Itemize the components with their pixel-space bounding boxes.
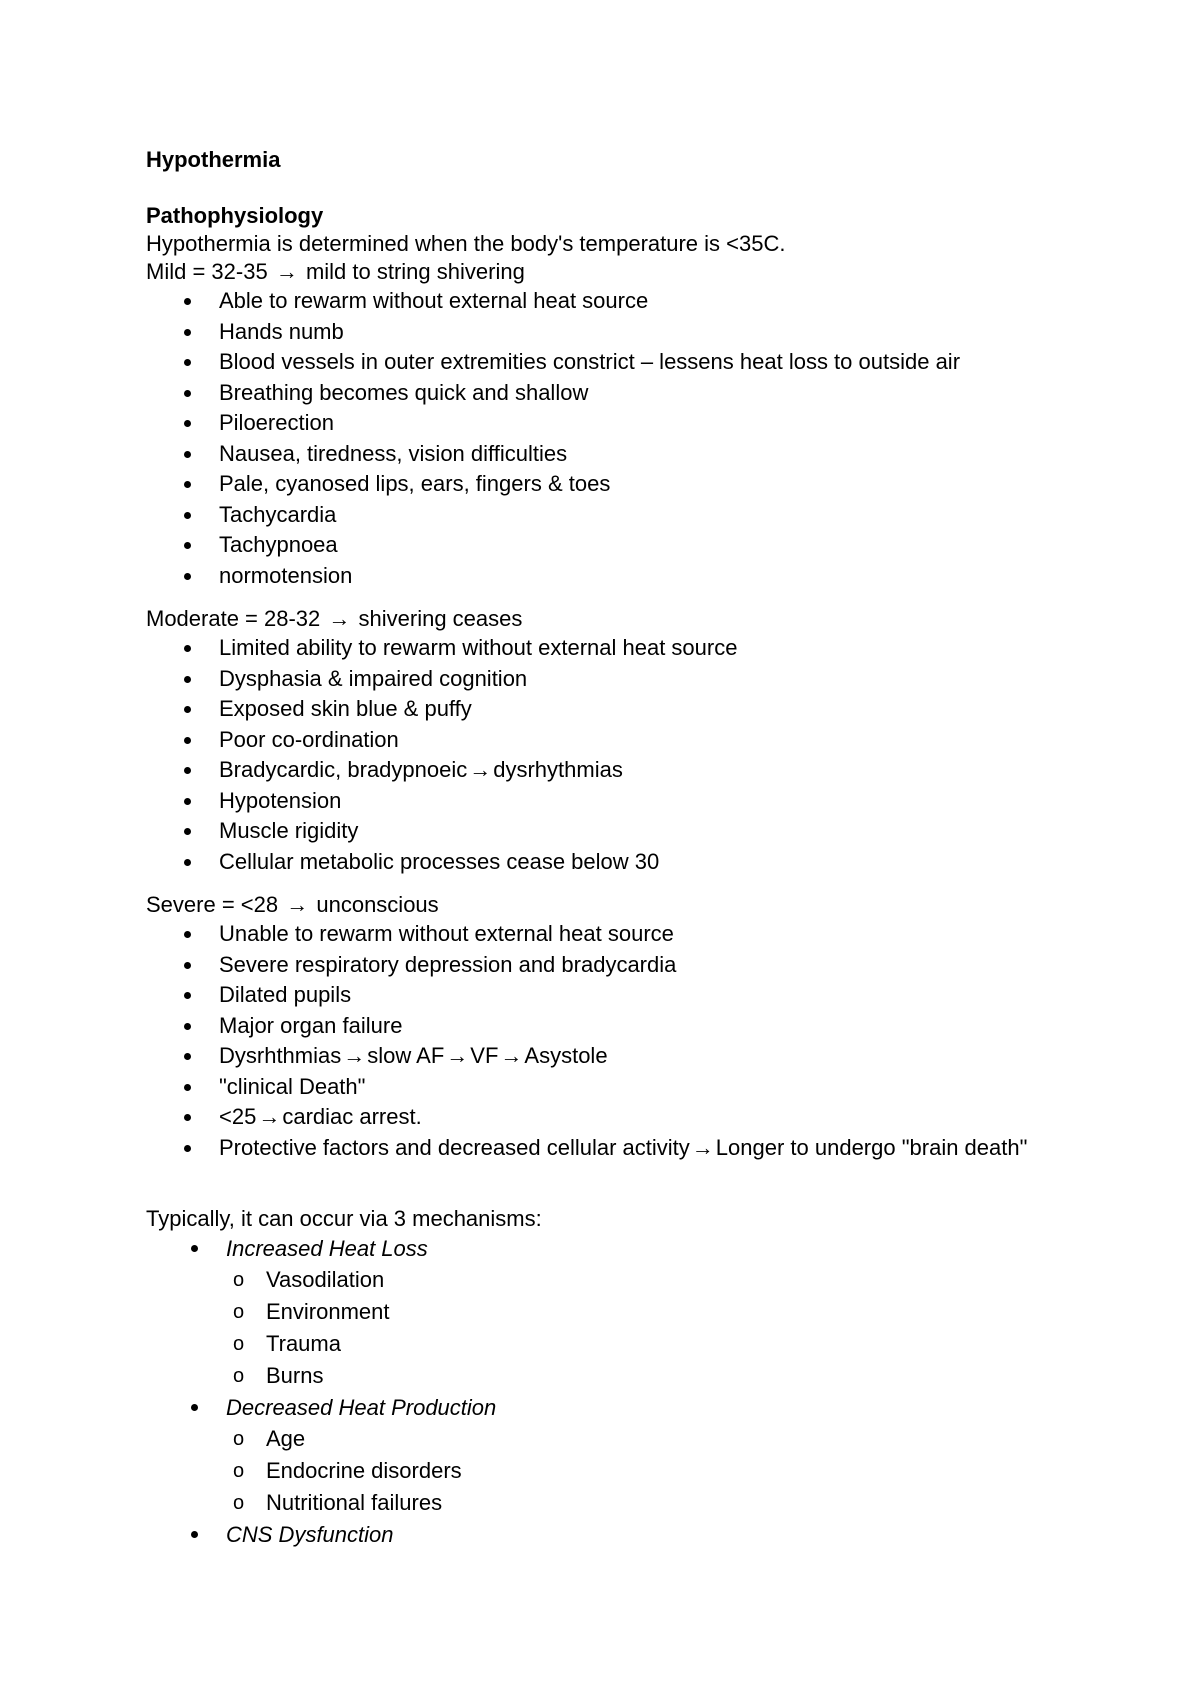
- list-item: Bradycardic, bradypnoeic→dysrhythmias: [146, 755, 1076, 786]
- bullet-icon: [184, 962, 191, 969]
- moderate-result: shivering ceases: [358, 606, 523, 631]
- bullet-icon: [184, 390, 191, 397]
- list-item: Hands numb: [146, 317, 1076, 348]
- bullet-icon: [184, 992, 191, 999]
- section-heading: Pathophysiology: [146, 203, 324, 228]
- circle-bullet-icon: o: [233, 1269, 245, 1291]
- mechanisms-intro: Typically, it can occur via 3 mechanisms:: [146, 1206, 542, 1231]
- bullet-icon: [184, 676, 191, 683]
- arrow-icon: →: [275, 259, 298, 284]
- bullet-icon: [184, 706, 191, 713]
- list-item: Tachypnoea: [146, 530, 1076, 561]
- bullet-icon: [184, 298, 191, 305]
- list-item: Dilated pupils: [146, 980, 1076, 1011]
- list-item: Poor co-ordination: [146, 725, 1076, 756]
- arrow-icon: →: [328, 606, 351, 631]
- bullet-icon: [184, 1053, 191, 1060]
- bullet-icon: [184, 1023, 191, 1030]
- bullet-icon: [184, 573, 191, 580]
- arrow-icon: →: [286, 892, 309, 917]
- list-item: Breathing becomes quick and shallow: [146, 378, 1076, 409]
- list-item: Pale, cyanosed lips, ears, fingers & toes: [146, 469, 1076, 500]
- sub-list-item: o Trauma: [226, 1328, 1076, 1360]
- list-item: Dysphasia & impaired cognition: [146, 664, 1076, 695]
- list-item: Able to rewarm without external heat source: [146, 286, 1076, 317]
- bullet-icon: [184, 1114, 191, 1121]
- bullet-icon: [184, 359, 191, 366]
- arrow-icon: →: [469, 757, 492, 782]
- list-item: "clinical Death": [146, 1072, 1076, 1103]
- list-item: Limited ability to rewarm without external heat source: [146, 633, 1076, 664]
- sub-list-item: o Vasodilation: [226, 1264, 1076, 1296]
- sub-list-item: o Endocrine disorders: [226, 1455, 1076, 1487]
- bullet-icon: [184, 828, 191, 835]
- sub-list-item: o Age: [226, 1423, 1076, 1455]
- bullet-icon: [184, 859, 191, 866]
- arrow-icon: →: [343, 1043, 366, 1068]
- mild-header: [146, 258, 1076, 286]
- list-item: Unable to rewarm without external heat source: [146, 919, 1076, 950]
- bullet-icon: [184, 481, 191, 488]
- mechanism-sublist: [226, 1423, 1076, 1519]
- moderate-label: Moderate = 28-32: [146, 606, 321, 631]
- bullet-icon: [184, 931, 191, 938]
- list-item: Piloerection: [146, 408, 1076, 439]
- document-title: Hypothermia: [146, 147, 281, 172]
- mechanism-name: Decreased Heat Production: [226, 1395, 497, 1420]
- list-item: Dysrhthmias→slow AF→VF→Asystole: [146, 1041, 1076, 1072]
- circle-bullet-icon: o: [233, 1365, 245, 1387]
- list-item: Exposed skin blue & puffy: [146, 694, 1076, 725]
- mild-result: mild to string shivering: [305, 259, 525, 284]
- list-item: Major organ failure: [146, 1011, 1076, 1042]
- list-item: <25→cardiac arrest.: [146, 1102, 1076, 1133]
- bullet-icon: [191, 1404, 198, 1411]
- arrow-icon: →: [500, 1043, 523, 1068]
- arrow-icon: →: [258, 1104, 281, 1129]
- mechanism-item: [146, 1392, 1076, 1519]
- list-item: Severe respiratory depression and bradycardia: [146, 950, 1076, 981]
- circle-bullet-icon: o: [233, 1301, 245, 1323]
- bullet-icon: [184, 329, 191, 336]
- bullet-icon: [184, 798, 191, 805]
- mechanisms-list: [146, 1233, 1076, 1550]
- mild-list: [146, 286, 1076, 591]
- bullet-icon: [184, 767, 191, 774]
- moderate-list: [146, 633, 1076, 877]
- list-item: Hypotension: [146, 786, 1076, 817]
- mild-label: Mild = 32-35: [146, 259, 268, 284]
- mechanism-item: [146, 1519, 1076, 1550]
- list-item: Nausea, tiredness, vision difficulties: [146, 439, 1076, 470]
- severe-result: unconscious: [316, 892, 439, 917]
- sub-list-item: o Burns: [226, 1360, 1076, 1392]
- list-item: Muscle rigidity: [146, 816, 1076, 847]
- sub-list-item: o Environment: [226, 1296, 1076, 1328]
- circle-bullet-icon: o: [233, 1333, 245, 1355]
- circle-bullet-icon: o: [233, 1428, 245, 1450]
- bullet-icon: [184, 737, 191, 744]
- list-item: Protective factors and decreased cellular activity→Longer to undergo "brain death": [146, 1133, 1076, 1164]
- moderate-header: [146, 605, 1076, 633]
- bullet-icon: [184, 420, 191, 427]
- list-item: Tachycardia: [146, 500, 1076, 531]
- bullet-icon: [184, 1084, 191, 1091]
- bullet-icon: [191, 1531, 198, 1538]
- bullet-icon: [184, 645, 191, 652]
- list-item: Cellular metabolic processes cease below 30: [146, 847, 1076, 878]
- circle-bullet-icon: o: [233, 1492, 245, 1514]
- mechanism-sublist: [226, 1264, 1076, 1392]
- bullet-icon: [184, 542, 191, 549]
- mechanism-name: CNS Dysfunction: [226, 1522, 394, 1547]
- arrow-icon: →: [446, 1043, 469, 1068]
- intro-text: Hypothermia is determined when the body's temperature is <35C.: [146, 231, 786, 256]
- list-item: normotension: [146, 561, 1076, 592]
- bullet-icon: [184, 451, 191, 458]
- sub-list-item: o Nutritional failures: [226, 1487, 1076, 1519]
- severe-header: [146, 891, 1076, 919]
- arrow-icon: →: [691, 1134, 714, 1160]
- circle-bullet-icon: o: [233, 1460, 245, 1482]
- document-page: [146, 146, 1076, 1550]
- bullet-icon: [191, 1245, 198, 1252]
- severe-list: [146, 919, 1076, 1163]
- mechanism-name: Increased Heat Loss: [226, 1236, 428, 1261]
- bullet-icon: [184, 1145, 191, 1152]
- mechanism-item: [146, 1233, 1076, 1392]
- list-item: Blood vessels in outer extremities constrict – lessens heat loss to outside air: [146, 347, 1076, 378]
- bullet-icon: [184, 512, 191, 519]
- severe-label: Severe = <28: [146, 892, 279, 917]
